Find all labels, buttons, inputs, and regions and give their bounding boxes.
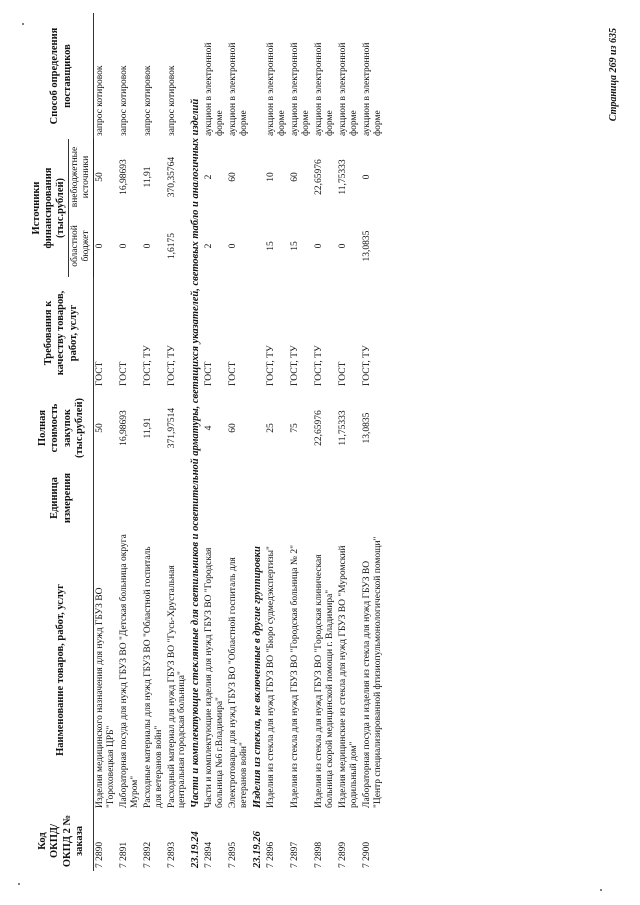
cell-code: 7 2895: [228, 841, 239, 868]
cell-method: аукцион в электронной форме: [228, 42, 250, 136]
header-code: Код ОКПД/ ОКПД 2 № заказа: [30, 811, 94, 871]
cell-source-extra: 22,65976: [313, 159, 324, 195]
cell-requirements: ГОСТ, ТУ: [290, 345, 301, 386]
header-total: Полная стоимость закупок (тыс.рублей): [30, 389, 94, 467]
cell-name: Лабораторная посуда для нужд ГБУЗ ВО "Детская больница округа Муром": [118, 534, 140, 808]
cell-method: запрос котировок: [95, 65, 106, 136]
header-unit: Единица измерения: [30, 467, 94, 529]
cell-unit: [203, 467, 227, 529]
cell-total: 16,98693: [118, 410, 129, 446]
cell-total: 11,91: [142, 417, 153, 439]
cell-method: аукцион в электронной форме: [361, 42, 383, 136]
table-row: [313, 13, 337, 871]
cell-requirements: ГОСТ: [95, 361, 106, 386]
cell-requirements: ГОСТ: [337, 361, 348, 386]
scan-speck: [18, 883, 20, 885]
header-name: Наименование товаров, работ, услуг: [30, 529, 94, 811]
cell-method: запрос котировок: [142, 65, 153, 136]
table-row: [265, 13, 289, 871]
table-row: [94, 13, 118, 871]
cell-name: Изделия медицинского назначения для нужд ГБУЗ ВО "Гороховецкая ЦРБ": [95, 587, 116, 808]
section-row: [189, 13, 203, 871]
cell-source-extra: 2: [204, 174, 215, 180]
cell-total: 371,97514: [166, 407, 177, 449]
cell-source-regional: 2: [204, 243, 215, 249]
section-row: [251, 13, 265, 871]
cell-code: 7 2898: [313, 841, 324, 868]
cell-name: Изделия медицинские из стекла для нужд ГБУЗ ВО "Муромский родильный дом": [337, 545, 359, 808]
cell-code: 7 2891: [118, 841, 129, 868]
cell-name: Изделия из стекла для нужд ГБУЗ ВО "Городская клиническая больница скорой медицинской помощи г. Владимира": [313, 554, 335, 808]
header-source-regional: областной бюджет: [69, 215, 94, 277]
cell-name: Изделия из стекла для нужд ГБУЗ ВО "Бюро судмедэкспертизы": [266, 546, 277, 808]
cell-unit: [265, 467, 289, 529]
cell-unit: [289, 467, 313, 529]
page-number: Страница 269 из 635: [608, 28, 619, 122]
table-row: [142, 13, 166, 871]
cell-method: аукцион в электронной форме: [313, 42, 335, 136]
header-method: Способ определения поставщиков: [30, 13, 94, 139]
table-header-row: [30, 13, 69, 871]
cell-unit: [166, 467, 190, 529]
cell-requirements: ГОСТ: [204, 361, 215, 386]
cell-source-regional: 15: [290, 241, 301, 251]
cell-unit: [142, 467, 166, 529]
cell-requirements: ГОСТ: [118, 361, 129, 386]
cell-unit: [313, 467, 337, 529]
cell-code: 7 2892: [142, 841, 153, 868]
section-title: Изделия из стекла, не включенные в другие группировки: [252, 546, 264, 808]
cell-method: аукцион в электронной форме: [204, 42, 226, 136]
cell-requirements: ГОСТ: [228, 361, 239, 386]
cell-source-extra: 370,35764: [166, 156, 177, 198]
cell-unit: [227, 467, 251, 529]
cell-name: Электротовары для нужд ГБУЗ ВО "Областной госпиталь для ветеранов войн": [228, 557, 250, 808]
cell-requirements: ГОСТ, ТУ: [361, 345, 372, 386]
table-row: [289, 13, 313, 871]
cell-total: 75: [290, 423, 301, 433]
cell-source-regional: 0: [142, 243, 153, 249]
cell-total: 22,65976: [313, 410, 324, 446]
cell-source-extra: 50: [95, 172, 106, 182]
cell-unit: [361, 467, 385, 529]
cell-code: 7 2897: [290, 841, 301, 868]
cell-code: 7 2900: [361, 841, 372, 868]
cell-total: 11,75333: [337, 410, 348, 446]
table-row: [337, 13, 361, 871]
cell-source-regional: 0: [337, 243, 348, 249]
section-code: 23.19.26: [252, 831, 264, 868]
cell-requirements: ГОСТ, ТУ: [313, 345, 324, 386]
table-row: [361, 13, 385, 871]
cell-source-extra: 0: [361, 174, 372, 180]
cell-total: 60: [228, 423, 239, 433]
cell-code: 7 2899: [337, 841, 348, 868]
cell-code: 7 2890: [95, 841, 106, 868]
cell-name: Расходные материалы для нужд ГБУЗ ВО "Областной госпиталь для ветеранов войн": [142, 546, 164, 808]
cell-requirements: ГОСТ, ТУ: [166, 345, 177, 386]
cell-unit: [94, 467, 118, 529]
cell-total: 4: [204, 425, 215, 431]
table-row: [227, 13, 251, 871]
cell-source-regional: 1,6175: [166, 232, 177, 260]
cell-method: запрос котировок: [118, 65, 129, 136]
section-title: Части и комплектующие стеклянные для светильников и осветительной арматуры, светящихся указателей, световых табло и аналогичных изделий: [190, 98, 202, 808]
cell-method: аукцион в электронной форме: [290, 42, 311, 136]
table-row: [203, 13, 227, 871]
cell-code: 7 2893: [166, 841, 177, 868]
header-sources: Источники финансирования (тыс.рублей): [30, 139, 69, 277]
cell-source-regional: 13,0835: [361, 230, 372, 262]
cell-code: 7 2894: [204, 841, 215, 868]
cell-source-extra: 60: [228, 172, 239, 182]
cell-requirements: ГОСТ, ТУ: [142, 345, 153, 386]
table-body: [94, 13, 385, 871]
cell-method: аукцион в электронной форме: [337, 42, 359, 136]
scan-speck: [600, 889, 602, 891]
cell-unit: [118, 467, 142, 529]
cell-total: 13,0835: [361, 412, 372, 444]
cell-name: Расходный материал для нужд ГБУЗ ВО "Гусь-Хрустальная центральная городская больница": [166, 565, 188, 808]
header-requirements: Требования к качеству товаров, работ, услуг: [30, 277, 94, 389]
cell-source-extra: 11,91: [142, 166, 153, 188]
procurement-table: [30, 13, 384, 871]
cell-source-extra: 60: [290, 172, 301, 182]
cell-source-regional: 0: [313, 243, 324, 249]
cell-unit: [337, 467, 361, 529]
cell-source-extra: 16,98693: [118, 159, 129, 195]
cell-total: 50: [95, 423, 106, 433]
section-code: 23.19.24: [190, 831, 202, 868]
table-row: [166, 13, 190, 871]
scan-speck: [22, 23, 24, 25]
cell-source-regional: 15: [266, 241, 277, 251]
cell-source-regional: 0: [95, 243, 106, 249]
cell-name: Части и комплектующие изделия для нужд ГБУЗ ВО "Городская больница №6 г.Владимира": [204, 547, 226, 808]
cell-total: 25: [266, 423, 277, 433]
cell-name: Изделия из стекла для нужд ГБУЗ ВО "Городская больница № 2": [290, 545, 301, 808]
cell-source-regional: 0: [228, 243, 239, 249]
cell-name: Лабораторная посуда и изделия из стекла для нужд ГБУЗ ВО "Центр специализированной фтизиопульмонологической помощи": [361, 536, 383, 808]
cell-source-regional: 0: [118, 243, 129, 249]
table-row: [118, 13, 142, 871]
header-source-extra: внебюджетные источники: [69, 139, 94, 215]
cell-source-extra: 11,75333: [337, 159, 348, 195]
cell-method: запрос котировок: [166, 65, 177, 136]
cell-source-extra: 10: [266, 172, 277, 182]
cell-method: аукцион в электронной форме: [266, 42, 288, 136]
cell-code: 7 2896: [266, 841, 277, 868]
cell-requirements: ГОСТ, ТУ: [266, 345, 277, 386]
